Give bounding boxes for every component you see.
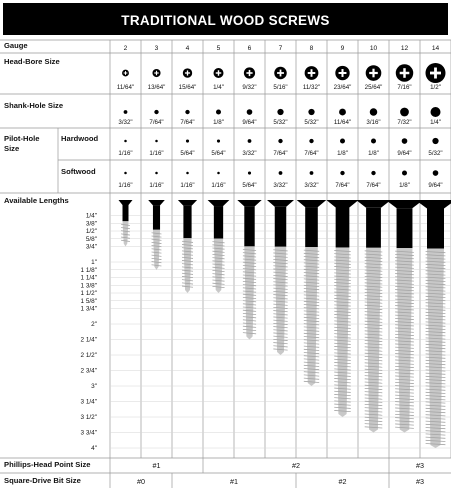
pilot-softwood-hole (124, 172, 127, 175)
length-label: 5/8" (85, 235, 97, 243)
row-label-available-lengths: Available Lengths (4, 196, 69, 205)
screw-shank (336, 207, 350, 247)
pilot-softwood-hole (217, 172, 220, 175)
pilot-hardwood-hole (340, 139, 345, 144)
pilot-softwood-value: 1/16" (118, 182, 133, 189)
head-bore-cross-v (280, 70, 282, 77)
shank-hole-value: 1/8" (213, 119, 224, 126)
pilot-softwood-hole (371, 171, 375, 175)
length-label: 2 3/4" (80, 367, 97, 375)
length-label: 1/2" (85, 228, 97, 235)
head-bore-value: 23/64" (333, 84, 352, 91)
phillips-value: #2 (292, 461, 300, 470)
head-bore-value: 1/4" (213, 84, 224, 91)
pilot-softwood-value: 1/16" (180, 182, 195, 189)
shank-hole-hole (308, 109, 314, 115)
pilot-hardwood-hole (217, 139, 220, 142)
shank-hole-hole (277, 109, 283, 115)
pilot-softwood-value: 1/16" (211, 182, 226, 189)
shank-hole-value: 1/4" (430, 119, 441, 126)
length-label: 1 3/8" (80, 282, 97, 290)
gauge-value: 10 (369, 45, 378, 52)
length-label: 3/8" (85, 220, 97, 228)
screw-head (237, 200, 261, 206)
head-bore-cross-v (249, 70, 251, 76)
pilot-hardwood-hole (124, 140, 127, 143)
length-label: 1 5/8" (80, 297, 97, 305)
shank-hole-hole (216, 110, 221, 115)
shank-hole-hole (185, 110, 189, 114)
screw-shank (366, 208, 381, 248)
pilot-softwood-value: 3/32" (273, 182, 288, 189)
head-bore-value: 25/64" (364, 84, 383, 91)
pilot-hardwood-value: 5/32" (428, 150, 443, 157)
screw-thread (244, 246, 254, 339)
length-label: 3" (91, 383, 97, 390)
pilot-softwood-value: 7/64" (366, 182, 381, 189)
head-bore-cross-v (156, 71, 157, 75)
head-bore-value: 7/16" (397, 84, 412, 91)
gauge-value: 8 (309, 45, 314, 52)
length-label: 2 1/4" (80, 336, 97, 344)
pilot-softwood-value: 9/64" (428, 182, 443, 189)
pilot-softwood-hole (340, 171, 344, 175)
shank-hole-hole (124, 110, 128, 114)
shank-hole-value: 9/64" (242, 119, 257, 126)
screw-head (416, 200, 451, 209)
shank-hole-value: 3/16" (366, 119, 381, 126)
row-label-pilot-hole-size: Size (4, 144, 20, 153)
head-bore-cross-v (187, 70, 188, 75)
head-bore-value: 1/2" (430, 84, 441, 91)
gauge-value: 5 (216, 45, 221, 52)
head-bore-cross-v (341, 69, 343, 77)
pilot-softwood-value: 3/32" (304, 182, 319, 189)
length-label: 1 1/4" (80, 274, 97, 282)
length-label: 4" (91, 445, 97, 452)
shank-hole-hole (339, 109, 346, 116)
screw-head (148, 200, 165, 205)
screw-shank (183, 206, 191, 239)
head-bore-cross-v (311, 69, 313, 77)
phillips-value: #1 (152, 461, 161, 470)
pilot-softwood-value: 1/16" (149, 182, 164, 189)
screw-shank (427, 209, 444, 249)
screw-head (356, 200, 391, 208)
pilot-hardwood-hole (402, 138, 408, 144)
gauge-value: 9 (340, 45, 345, 52)
pilot-hardwood-hole (371, 139, 376, 144)
square-drive-value: #1 (230, 477, 238, 486)
pilot-softwood-value: 1/8" (399, 182, 410, 189)
pilot-softwood-hole (155, 172, 158, 175)
pilot-hardwood-value: 1/8" (337, 150, 348, 157)
screw-thread (214, 239, 223, 293)
shank-hole-value: 7/64" (149, 119, 164, 126)
screw-head (178, 200, 197, 206)
length-label: 3 1/2" (80, 414, 97, 421)
length-label: 2 1/2" (80, 352, 97, 359)
pilot-hardwood-hole (155, 140, 158, 143)
pilot-hardwood-value: 5/64" (180, 150, 195, 157)
length-label: 1" (91, 259, 97, 266)
screw-thread (183, 238, 191, 293)
screw-head (297, 200, 327, 207)
screw-head (119, 200, 133, 205)
screw-shank (275, 207, 287, 247)
pilot-hardwood-value: 7/64" (304, 150, 319, 157)
pilot-hardwood-hole (278, 139, 282, 143)
pilot-softwood-hole (186, 172, 189, 175)
square-drive-value: #3 (416, 477, 424, 486)
screw-shank (123, 205, 129, 221)
row-label-hardwood: Hardwood (61, 134, 99, 143)
screw-shank (153, 205, 160, 229)
square-drive-value: #2 (338, 477, 347, 486)
length-label: 3 3/4" (80, 429, 97, 437)
shank-hole-value: 11/64" (333, 119, 352, 126)
pilot-hardwood-value: 1/16" (118, 150, 133, 157)
row-label-gauge: Gauge (4, 41, 28, 50)
shank-hole-hole (400, 108, 409, 117)
screw-shank (214, 206, 223, 239)
length-label: 1 3/4" (80, 305, 97, 313)
gauge-value: 7 (278, 45, 283, 52)
head-bore-cross-v (403, 68, 405, 78)
head-bore-cross-v (218, 70, 219, 76)
shank-hole-value: 5/32" (273, 119, 288, 126)
pilot-softwood-hole (310, 171, 314, 175)
pilot-softwood-value: 7/64" (335, 182, 350, 189)
shank-hole-hole (247, 109, 253, 115)
shank-hole-value: 7/64" (180, 119, 195, 126)
head-bore-value: 5/16" (273, 84, 288, 91)
square-drive-value: #0 (137, 477, 145, 486)
screw-head (326, 200, 358, 207)
gauge-value: 3 (154, 45, 159, 52)
pilot-hardwood-value: 7/64" (273, 150, 288, 157)
pilot-hardwood-hole (248, 139, 252, 143)
gauge-value: 14 (431, 45, 440, 52)
pilot-hardwood-hole (309, 139, 313, 143)
length-label: 2" (91, 321, 97, 328)
length-label: 1/4" (85, 212, 97, 220)
head-bore-value: 9/32" (242, 84, 257, 91)
pilot-softwood-hole (433, 170, 439, 176)
gauge-value: 12 (400, 45, 409, 52)
screw-head (208, 200, 230, 206)
row-label-head-bore: Head-Bore Size (4, 57, 60, 66)
head-bore-value: 11/64" (116, 84, 135, 91)
pilot-hardwood-hole (186, 139, 189, 142)
shank-hole-value: 5/32" (304, 119, 319, 126)
row-label-pilot-hole: Pilot-Hole (4, 134, 40, 143)
pilot-hardwood-hole (432, 138, 438, 144)
head-bore-cross-v (125, 71, 126, 75)
screw-shank (244, 206, 254, 246)
shank-hole-value: 7/32" (397, 119, 412, 126)
pilot-hardwood-value: 1/16" (149, 150, 164, 157)
gauge-value: 2 (123, 45, 128, 52)
pilot-hardwood-value: 5/64" (211, 150, 226, 157)
shank-hole-hole (370, 108, 378, 116)
screw-head (267, 200, 294, 207)
length-label: 3 1/4" (80, 398, 97, 406)
row-label-square-drive: Square-Drive Bit Size (4, 476, 81, 485)
gauge-value: 6 (247, 45, 252, 52)
screw-shank (305, 207, 318, 247)
row-label-softwood: Softwood (61, 167, 96, 176)
length-label: 1 1/8" (80, 266, 97, 274)
row-label-shank-hole: Shank-Hole Size (4, 101, 64, 110)
pilot-hardwood-value: 3/32" (242, 150, 257, 157)
screw-shank (397, 208, 413, 248)
head-bore-cross-v (434, 68, 437, 79)
head-bore-value: 11/32" (302, 84, 321, 91)
pilot-softwood-value: 5/64" (242, 182, 257, 189)
pilot-hardwood-value: 1/8" (368, 150, 379, 157)
length-label: 3/4" (85, 243, 97, 251)
chart-title: TRADITIONAL WOOD SCREWS (121, 13, 330, 28)
shank-hole-hole (154, 110, 158, 114)
phillips-value: #3 (416, 461, 424, 470)
row-label-phillips: Phillips-Head Point Size (4, 460, 91, 469)
pilot-softwood-hole (248, 171, 251, 174)
shank-hole-hole (431, 107, 441, 117)
head-bore-cross-v (372, 69, 374, 78)
pilot-softwood-hole (279, 171, 283, 175)
length-label: 1 1/2" (80, 290, 97, 297)
pilot-hardwood-value: 9/64" (397, 150, 412, 157)
gauge-value: 4 (185, 45, 190, 52)
shank-hole-value: 3/32" (118, 119, 133, 126)
pilot-softwood-hole (402, 171, 407, 176)
head-bore-value: 13/64" (147, 84, 166, 91)
head-bore-value: 15/64" (178, 84, 197, 91)
